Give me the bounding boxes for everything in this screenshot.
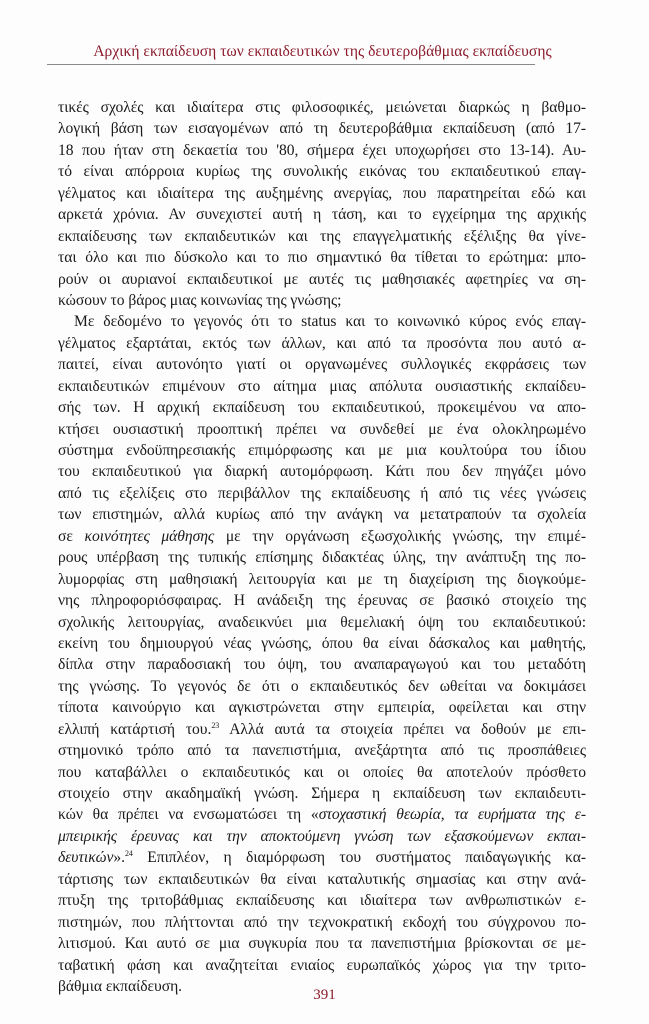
paragraph-start-line: Με δεδομένο το γεγονός ότι το status και το κοινωνικό κύρος ενός επαγ-: [74, 313, 586, 331]
text-line: τίποτα καινούργιο και αγκιστρώνεται στην εμπειρία, οφείλεται και στην: [58, 699, 586, 717]
header-underline: [47, 64, 535, 65]
text-line: του εκπαιδευτικού για διαρκή αυτομόρφωση. Κάτι που δεν πηγάζει μόνο: [58, 463, 586, 481]
text-line: πιστημών, που πλήττονται από την τεχνοκρατική εκδοχή του σύγχρονου πο-: [58, 913, 586, 931]
text-line: δίπλα στην παραδοσιακή του όψη, του αναπαραγωγού και του μεταδότη: [58, 656, 586, 674]
italic-quote: δευτικών: [58, 849, 114, 867]
text-line: νης πληροφοριόσφαιρας. Η ανάδειξη της έρευνας σε βασικό στοιχείο της: [58, 592, 586, 610]
text-line: σχολικής λειτουργίας, αναδεικνύει μια θεμελιακή όψη του εκπαιδευτικού:: [58, 613, 586, 631]
text-line: τό είναι απόρροια κυρίως της συνολικής εικόνας του εκπαιδευτικού επαγ-: [58, 163, 586, 181]
page-number: 391: [313, 987, 336, 1003]
text-line: τάρτισης των εκπαιδευτικών θα είναι καταλυτικής σημασίας και στην ανά-: [58, 870, 586, 888]
italic-phrase: κοινότητες μάθησης: [84, 527, 215, 545]
text-line: κώσουν το βάρος μιας κοινωνίας της γνώσης;: [58, 291, 342, 309]
text-line: ται όλο και πιο δύσκολο και το πιο σημαντικό θα τίθεται το ερώτημα: μπο-: [58, 249, 586, 267]
text-line: των επιστημών, αλλά κυρίως από την ανάγκη να μετατραπούν τα σχολεία: [58, 506, 586, 524]
text-line: της γνώσης. Το γεγονός δε ότι ο εκπαιδευτικός δεν ωθείται να δοκιμάσει: [58, 677, 586, 695]
text-line: σής των. Η αρχική εκπαίδευση του εκπαιδευτικού, προκειμένου να απο-: [58, 399, 586, 417]
text-line-with-footnote: ελλιπή κατάρτισή του.$^{23}$ Αλλά αυτά τα στοιχεία πρέπει να δοθούν με επι-: [58, 720, 587, 738]
text-line: από τις εξελίξεις στο περιβάλλον της εκπαίδευσης ή από τις νέες γνώσεις: [58, 484, 586, 502]
text-line-with-italic: κών θα πρέπει να ενσωματώσει τη «στοχαστική θεωρία, τα ευρήματα της ε-: [58, 806, 586, 824]
italic-quote: μπειρικής έρευνας και την αποκτούμενη γνώση των εξασκούμενων εκπαι-: [58, 827, 586, 845]
text-line: αρκετά χρόνια. Αν συνεχιστεί αυτή η τάση, και το εγχείρημα της αρχικής: [58, 206, 586, 224]
italic-quote: στοχαστική θεωρία, τα ευρήματα της ε-: [318, 806, 586, 824]
text-line: λυμορφίας στη μαθησιακή λειτουργία και με τη διαχείριση της διογκούμε-: [58, 570, 586, 588]
footnote-ref-24: 24: [124, 849, 133, 859]
text-line: εκείνη του δημιουργού νέας γνώσης, όπου θα είναι δάσκαλος και μαθητής,: [58, 634, 586, 652]
text-line: ρους υπέρβαση της τυπικής επίσημης διδακτέας ύλης, την ανάπτυξη της πο-: [58, 549, 586, 567]
text-line: παιτεί, είναι αυτονόητο γιατί οι οργανωμένες συλλογικές εκφράσεις των: [58, 356, 586, 374]
body-text: [58, 97, 586, 997]
footnote-ref-23: 23: [211, 720, 220, 730]
text-line: εκπαίδευσης των εκπαιδευτικών και της επαγγελματικής εξέλιξης θα γίνε-: [58, 227, 586, 245]
text-line: τικές σχολές και ιδιαίτερα στις φιλοσοφικές, μειώνεται διαρκώς η βαθμο-: [58, 99, 586, 116]
text-line: ταβατική φάση και αναζητείται ενιαίος ευρωπαϊκός χώρος για την τριτο-: [58, 956, 586, 974]
text-line: γέλματος και ιδιαίτερα της αυξημένης ανεργίας, που παρατηρείται εδώ και: [58, 184, 586, 202]
text-line: βάθμια εκπαίδευση.: [58, 977, 183, 995]
running-header: Αρχική εκπαίδευση των εκπαιδευτικών της δευτεροβάθμιας εκπαίδευσης: [93, 43, 552, 60]
text-line: στημονικό τρόπο από τα πανεπιστήμια, ανεξάρτητα από τις προσπάθειες: [58, 742, 586, 760]
text-line: στοιχείο στην ακαδημαϊκή γνώση. Σήμερα η εκπαίδευση των εκπαιδευτι-: [58, 785, 586, 802]
text-line: γέλματος εξαρτάται, εκτός των άλλων, και από τα προσόντα που αυτό α-: [58, 334, 586, 352]
text-line: σύστημα ενδοϋπηρεσιακής επιμόρφωσης και με μια κουλτούρα του ίδιου: [58, 442, 586, 459]
text-line: πτυξη της τριτοβάθμιας εκπαίδευσης και ιδιαίτερα των ανθρωπιστικών ε-: [58, 892, 586, 910]
text-line: εκπαιδευτικών επιμένουν στο αίτημα μιας απόλυτα ουσιαστικής εκπαίδευ-: [58, 377, 586, 395]
text-line: ρούν οι αυριανοί εκπαιδευτικοί με αυτές τις μαθησιακές αφετηρίες να ση-: [58, 270, 586, 288]
text-line-with-italic: [58, 826, 586, 847]
text-line: λιτισμού. Και αυτό σε μια συγκυρία που τα πανεπιστήμια βρίσκονται σε με-: [58, 935, 586, 953]
text-line: κτήσει ουσιαστική προοπτική πρέπει να συνδεθεί με ένα ολοκληρωμένο: [58, 420, 586, 438]
text-line: που καταβάλλει ο εκπαιδευτικός και οι οποίες θα αποτελούν πρόσθετο: [58, 763, 586, 781]
text-line: λογική βάση των εισαγομένων από τη δευτεροβάθμια εκπαίδευση (από 17-: [58, 120, 586, 138]
text-line-with-italic: σε κοινότητες μάθησης με την οργάνωση εξωσχολικής γνώσης, την επιμέ-: [58, 527, 586, 545]
text-line-with-footnote: δευτικών».$^{24}$ Επιπλέον, η διαμόρφωση του συστήματος παιδαγωγικής κα-: [58, 849, 586, 867]
text-line: 18 που ήταν στη δεκαετία του '80, σήμερα έχει υποχωρήσει στο 13-14). Αυ-: [58, 141, 586, 159]
